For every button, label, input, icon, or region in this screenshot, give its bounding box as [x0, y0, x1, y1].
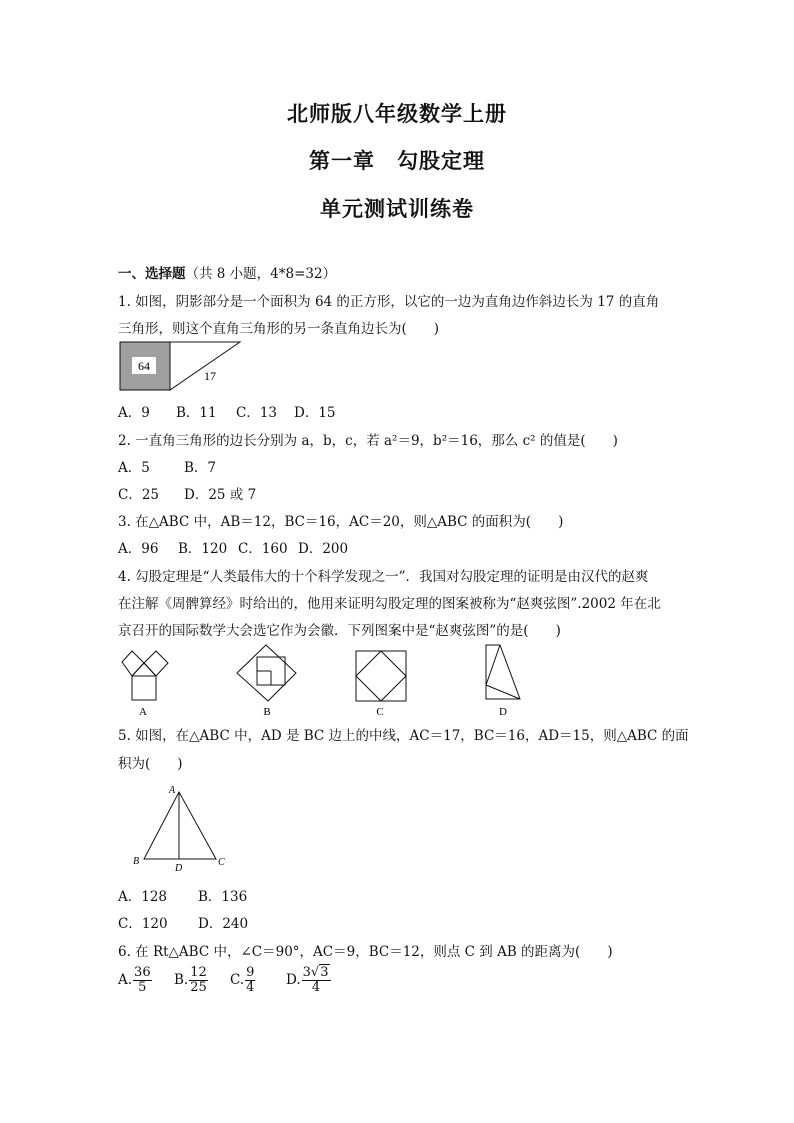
q4-stem-line1: 4. 勾股定理是“人类最伟大的十个科学发现之一”．我国对勾股定理的证明是由汉代的赵爽: [118, 569, 649, 585]
q4-label-d: D: [499, 706, 507, 718]
q4-figure-a[interactable]: [122, 651, 168, 700]
q5-triangle: [144, 792, 216, 859]
q3-options: [118, 537, 348, 557]
q5-label-d: D: [175, 863, 183, 874]
q4-stem-line2: 在注解《周髀算经》时给出的，他用来证明勾股定理的图案被称为“赵爽弦图”.2002 年在北: [118, 596, 661, 612]
q2-option-b[interactable]: B．7: [184, 460, 217, 476]
q6-option-d-label: D.: [286, 972, 301, 988]
q6-option-d-radicand: 3: [320, 965, 329, 980]
q6-option-b-label: B.: [174, 972, 189, 988]
q1-square-label: 64: [138, 359, 150, 373]
q5-options-row2: [118, 912, 248, 932]
q4-label-c: C: [376, 706, 384, 718]
q5-options-row1: [118, 885, 247, 905]
chapter-title: 第一章 勾股定理: [309, 148, 485, 173]
q6-option-a[interactable]: [118, 966, 174, 995]
q1-option-b[interactable]: B．11: [176, 405, 217, 421]
q2-option-d[interactable]: D．25 或 7: [184, 487, 257, 503]
q6-stem: 6. 在 Rt△ABC 中，∠C＝90°，AC＝9，BC＝12，则点 C 到 AB 的距离为( ): [118, 944, 613, 960]
q6-option-c[interactable]: [230, 966, 286, 995]
q2-options-row2: [118, 483, 256, 503]
q4-figures: [110, 643, 540, 718]
q1-option-c[interactable]: C．13: [236, 405, 278, 421]
q6-option-d-num: [302, 966, 331, 981]
q6-option-a-den: 5: [138, 980, 147, 995]
q1-hyp-label: 17: [204, 369, 216, 383]
q6-option-c-num: 9: [246, 965, 255, 980]
q6-option-d-fraction: [302, 966, 331, 995]
q5-stem-line1: 5. 如图，在△ABC 中，AD 是 BC 边上的中线，AC＝17，BC＝16，AD＝15，则△ABC 的面: [118, 728, 689, 744]
q6-option-d-coef: 3: [302, 965, 311, 980]
q3-option-d[interactable]: D．200: [298, 541, 349, 557]
q5-label-a: A: [169, 785, 176, 796]
q5-option-b[interactable]: B．136: [198, 889, 248, 905]
q1-options: [118, 401, 336, 421]
q1-option-a[interactable]: A．9: [118, 405, 150, 421]
q6-option-a-label: A.: [118, 972, 133, 988]
q1-option-d[interactable]: D．15: [294, 405, 336, 421]
unit-test-title: 单元测试训练卷: [320, 196, 474, 221]
q3-option-a[interactable]: A．96: [118, 541, 159, 557]
q2-option-a[interactable]: A．5: [118, 460, 150, 476]
q5-label-b: B: [133, 856, 140, 867]
section-heading-note: （共 8 小题，4*8=32）: [185, 266, 337, 282]
q5-option-c[interactable]: C．120: [118, 916, 168, 932]
q6-option-a-fraction: [133, 966, 152, 995]
q3-stem: 3. 在△ABC 中，AB＝12，BC＝16，AC＝20，则△ABC 的面积为( ): [118, 514, 564, 530]
q6-option-c-fraction: [245, 966, 255, 995]
q2-options-row1: [118, 456, 216, 476]
q1-stem-line2: 三角形，则这个直角三角形的另一条直角边长为( ): [118, 321, 440, 337]
q4-label-b: B: [263, 706, 271, 718]
q1-stem-line1: 1. 如图，阴影部分是一个面积为 64 的正方形，以它的一边为直角边作斜边长为 17 的直角: [118, 294, 660, 310]
q2-stem: 2. 一直角三角形的边长分别为 a，b，c，若 a²＝9，b²＝16，那么 c² 的值是( ): [118, 433, 618, 449]
q5-stem-line2: 积为( ): [118, 756, 183, 772]
q3-option-b[interactable]: B．120: [178, 541, 228, 557]
q5-option-a[interactable]: A．128: [118, 889, 168, 905]
q6-options: [118, 966, 331, 995]
q1-figure: [118, 340, 243, 392]
q6-option-c-den: 4: [246, 980, 255, 995]
q5-option-d[interactable]: D．240: [198, 916, 249, 932]
q4-figure-d[interactable]: [486, 645, 520, 699]
q6-option-a-num: 36: [134, 965, 151, 980]
q6-option-b-num: 12: [190, 965, 207, 980]
q4-figure-c[interactable]: [356, 651, 406, 701]
section-heading: [118, 262, 336, 282]
q4-figure-b[interactable]: [237, 645, 296, 701]
q3-option-c[interactable]: C．160: [238, 541, 288, 557]
q4-label-a: A: [139, 706, 147, 718]
section-heading-bold: 一、选择题: [118, 266, 186, 282]
q6-option-c-label: C.: [230, 972, 245, 988]
sqrt-icon: √: [310, 965, 320, 980]
q5-label-c: C: [218, 857, 225, 868]
doc-title: 北师版八年级数学上册: [287, 101, 507, 126]
q6-option-d-den: 4: [311, 980, 321, 995]
q6-option-b[interactable]: [174, 966, 230, 995]
q4-stem-line3: 京召开的国际数学大会选它作为会徽．下列图案中是“赵爽弦图”的是( ): [118, 623, 561, 639]
q6-option-b-fraction: [189, 966, 208, 995]
q2-option-c[interactable]: C．25: [118, 487, 160, 503]
q6-option-b-den: 25: [190, 980, 207, 995]
q6-option-d[interactable]: [286, 966, 331, 995]
q5-figure: [130, 782, 230, 872]
